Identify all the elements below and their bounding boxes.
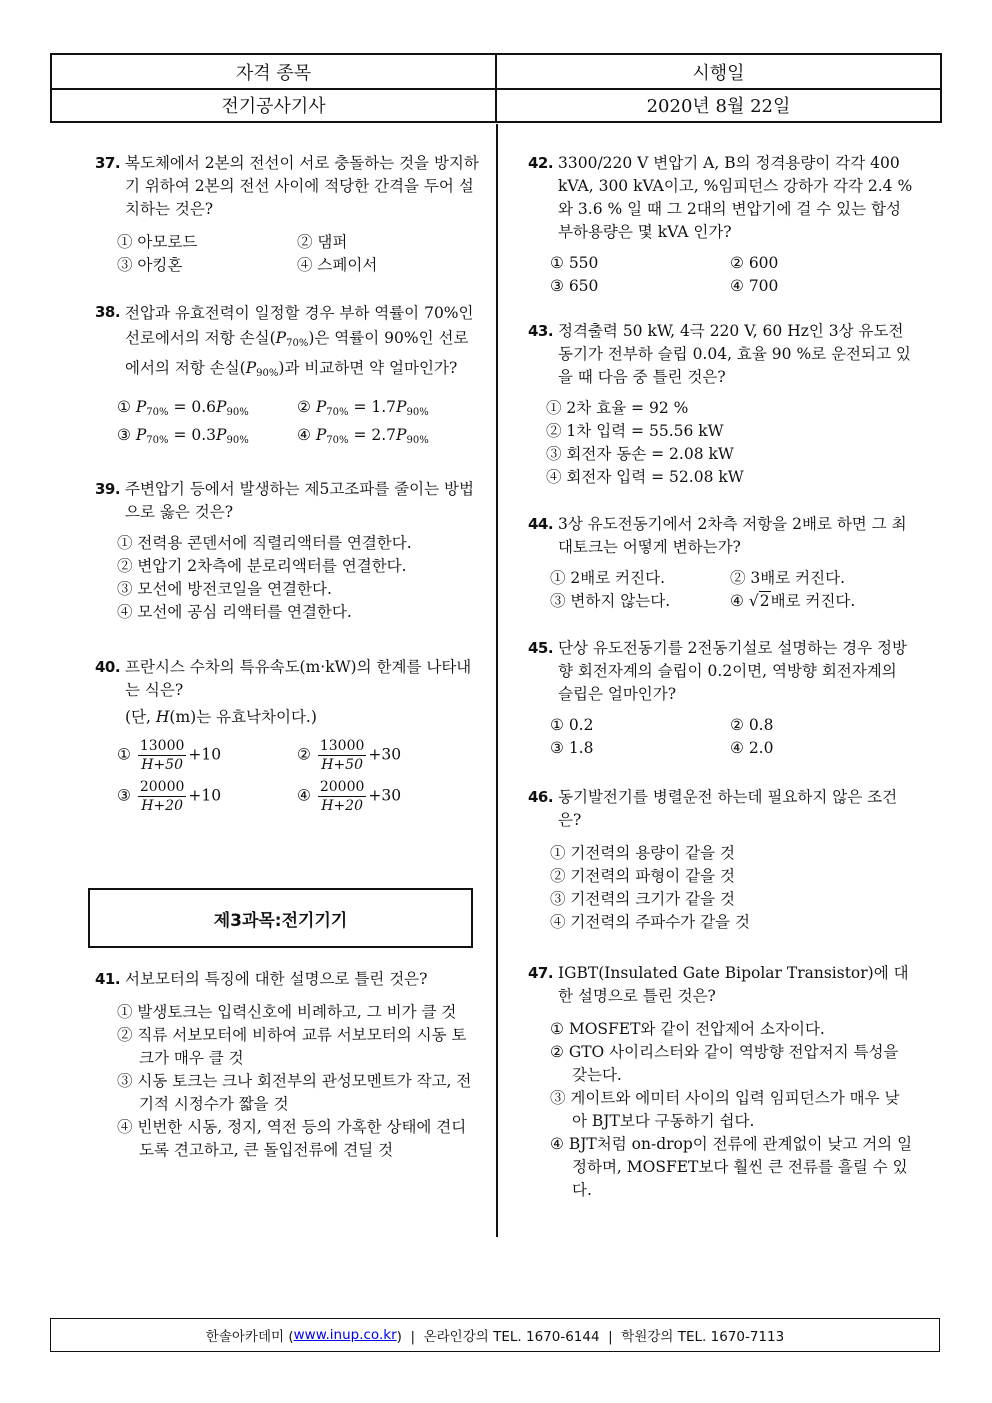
- question-text: 동기발전기를 병렬운전 하는데 필요하지 않은 조건은?: [558, 788, 898, 829]
- option-3: ③ 모선에 방전코일을 연결한다.: [117, 580, 332, 598]
- option-3: ③ 기전력의 크기가 같을 것: [550, 890, 735, 908]
- exam-header-table: [50, 53, 942, 123]
- question-text: 3상 유도전동기에서 2차측 저항을 2배로 하면 그 최대토크는 어떻게 변하는가?: [558, 515, 907, 556]
- option-3: ③ 회전자 동손 = 2.08 kW: [546, 445, 734, 463]
- option-1: ① $P_{70\%} = 0.6P_{90\%}$: [117, 398, 249, 418]
- question-37: [95, 152, 480, 277]
- section-title-box: 제3과목:전기기기: [88, 888, 473, 948]
- options: [550, 842, 913, 934]
- option-3: ③ 게이트와 에미터 사이의 입력 임피던스가 매우 낮아 BJT보다 구동하기 쉽다.: [550, 1089, 900, 1130]
- question-43: [528, 320, 913, 489]
- question-text: 주변압기 등에서 발생하는 제5고조파를 줄이는 방법으로 옳은 것은?: [125, 480, 474, 521]
- question-45: [528, 637, 913, 760]
- option-2: ② 직류 서보모터에 비하여 교류 서보모터의 시동 토크가 매우 클 것: [117, 1026, 467, 1067]
- option-1: ① $\frac{13000}{H+50}$ +10: [117, 738, 222, 773]
- options: [117, 231, 480, 277]
- option-4: ④ 회전자 입력 = 52.08 kW: [546, 468, 744, 486]
- options: [550, 1018, 913, 1202]
- question-number: 38.: [95, 303, 121, 321]
- options: [550, 714, 913, 760]
- option-4: ④ 2.0: [730, 739, 774, 757]
- question-38: [95, 301, 480, 452]
- option-1: ① 2배로 커진다.: [550, 569, 666, 587]
- option-1: ① 아모로드: [117, 233, 198, 251]
- footer-website-link[interactable]: www.inup.co.kr: [293, 1327, 397, 1343]
- options: [546, 397, 913, 489]
- option-2: ② 1차 입력 = 55.56 kW: [546, 422, 724, 440]
- question-number: 46.: [528, 788, 554, 806]
- header-label-date: 시행일: [692, 62, 745, 84]
- question-39: [95, 478, 480, 624]
- option-1: ① 발생토크는 입력신호에 비례하고, 그 비가 클 것: [117, 1003, 457, 1021]
- question-text: 프란시스 수차의 특유속도(m·kW)의 한계를 나타내는 식은? (단, H(m)는 유효낙차이다.): [125, 656, 480, 729]
- option-2: ② $P_{70\%} = 1.7P_{90\%}$: [297, 398, 429, 418]
- question-40: [95, 656, 480, 815]
- question-text: 3300/220 V 변압기 A, B의 정격용량이 각각 400 kVA, 300 kVA이고, %임피던스 강하가 각각 2.4 % 와 3.6 % 일 때 그 2대의 변압기에 걸 수 있는 합성부하용량은 몇 kVA 인가?: [558, 154, 913, 241]
- question-text: 서보모터의 특징에 대한 설명으로 틀린 것은?: [125, 970, 428, 988]
- option-3: ③ 650: [550, 277, 599, 295]
- option-3: ③ 아킹혼: [117, 256, 183, 274]
- option-1: ① 기전력의 용량이 같을 것: [550, 844, 735, 862]
- option-3: ③ 1.8: [550, 739, 594, 757]
- header-value-subject: 전기공사기사: [52, 88, 497, 121]
- header-label-subject: 자격 종목: [52, 55, 497, 88]
- header-row-labels: [52, 55, 940, 90]
- question-number: 43.: [528, 322, 554, 340]
- right-column: [528, 152, 913, 1202]
- question-number: 47.: [528, 964, 554, 982]
- option-1: ① 550: [550, 254, 599, 272]
- option-3: ③ $P_{70\%} = 0.3P_{90\%}$: [117, 426, 249, 446]
- options: [550, 567, 913, 613]
- question-text: 정격출력 50 kW, 4극 220 V, 60 Hz인 3상 유도전동기가 전부하 슬립 0.04, 효율 90 %로 운전되고 있을 때 다음 중 틀린 것은?: [558, 322, 911, 386]
- question-47: [528, 962, 913, 1202]
- options: [550, 252, 913, 298]
- question-text: IGBT(Insulated Gate Bipolar Transistor)에 대한 설명으로 틀린 것은?: [558, 964, 909, 1005]
- question-number: 40.: [95, 658, 121, 676]
- option-2: ② 3배로 커진다.: [730, 569, 846, 587]
- question-number: 39.: [95, 480, 121, 498]
- question-number: 44.: [528, 515, 554, 533]
- option-4: ④ $P_{70\%} = 2.7P_{90\%}$: [297, 426, 429, 446]
- option-3: ③ 변하지 않는다.: [550, 592, 671, 610]
- option-1: ① 0.2: [550, 716, 594, 734]
- option-2: ② $\frac{13000}{H+50}$ +30: [297, 738, 402, 773]
- options: [117, 532, 480, 624]
- question-42: [528, 152, 913, 298]
- option-2: ② 0.8: [730, 716, 774, 734]
- option-2: ② 기전력의 파형이 같을 것: [550, 867, 735, 885]
- question-note: (단, H(m)는 유효낙차이다.): [125, 708, 317, 726]
- options: [117, 737, 480, 815]
- page-footer: [50, 1318, 940, 1352]
- question-number: 45.: [528, 639, 554, 657]
- footer-contact: ) | 온라인강의 TEL. 1670-6144 | 학원강의 TEL. 1670-7113: [396, 1329, 785, 1345]
- option-2: ② 변압기 2차측에 분로리액터를 연결한다.: [117, 557, 407, 575]
- question-41: [95, 968, 480, 1162]
- option-4: ④ BJT처럼 on-drop이 전류에 관계없이 낮고 거의 일정하며, MOSFET보다 훨씬 큰 전류를 흘릴 수 있다.: [550, 1135, 913, 1199]
- option-4: ④ √2배로 커진다.: [730, 590, 910, 613]
- option-1: ① 2차 효율 = 92 %: [546, 399, 689, 417]
- option-2: ② 댐퍼: [297, 233, 348, 251]
- option-3: ③ $\frac{20000}{H+20}$ +10: [117, 779, 222, 814]
- header-row-values: [52, 88, 940, 121]
- option-1: ① MOSFET와 같이 전압제어 소자이다.: [550, 1020, 825, 1038]
- sqrt-symbol: √2: [748, 592, 770, 610]
- options: [117, 1001, 480, 1162]
- question-number: 41.: [95, 970, 121, 988]
- option-2: ② GTO 사이리스터와 같이 역방향 전압저지 특성을 갖는다.: [550, 1043, 899, 1084]
- option-4: ④ 모선에 공심 리액터를 연결한다.: [117, 603, 352, 621]
- option-4: ④ 빈번한 시동, 정지, 역전 등의 가혹한 상태에 견디도록 견고하고, 큰 돌입전류에 견딜 것: [117, 1118, 467, 1159]
- option-4: ④ 기전력의 주파수가 같을 것: [550, 913, 750, 931]
- question-46: [528, 786, 913, 934]
- footer-brand: 한솔아카데미 (: [205, 1329, 294, 1345]
- left-column: [95, 152, 480, 815]
- option-1: ① 전력용 콘덴서에 직렬리액터를 연결한다.: [117, 534, 412, 552]
- left-column-lower: [95, 968, 480, 1162]
- option-4: ④ 스페이서: [297, 256, 378, 274]
- option-4: ④ $\frac{20000}{H+20}$ +30: [297, 779, 402, 814]
- question-44: [528, 513, 913, 613]
- header-value-date: 2020년 8월 22일: [646, 95, 791, 117]
- option-2: ② 600: [730, 254, 779, 272]
- column-divider: [496, 124, 498, 1237]
- options: [117, 396, 480, 452]
- option-3: ③ 시동 토크는 크나 회전부의 관성모멘트가 작고, 전기적 시정수가 짧을 것: [117, 1072, 472, 1113]
- question-number: 42.: [528, 154, 554, 172]
- option-4: ④ 700: [730, 277, 779, 295]
- question-text: 단상 유도전동기를 2전동기설로 설명하는 경우 정방향 회전자계의 슬립이 0.2이면, 역방향 회전자계의 슬립은 얼마인가?: [558, 639, 907, 703]
- question-text: 복도체에서 2본의 전선이 서로 충돌하는 것을 방지하기 위하여 2본의 전선 사이에 적당한 간격을 두어 설치하는 것은?: [125, 154, 479, 218]
- question-number: 37.: [95, 154, 121, 172]
- question-text: 전압과 유효전력이 일정할 경우 부하 역률이 70%인 선로에서의 저항 손실$(P_{70\%})$은 역률이 90%인 선로에서의 저항 손실$(P_{90\%})$과 비교하면 약 얼마인가?: [125, 304, 474, 379]
